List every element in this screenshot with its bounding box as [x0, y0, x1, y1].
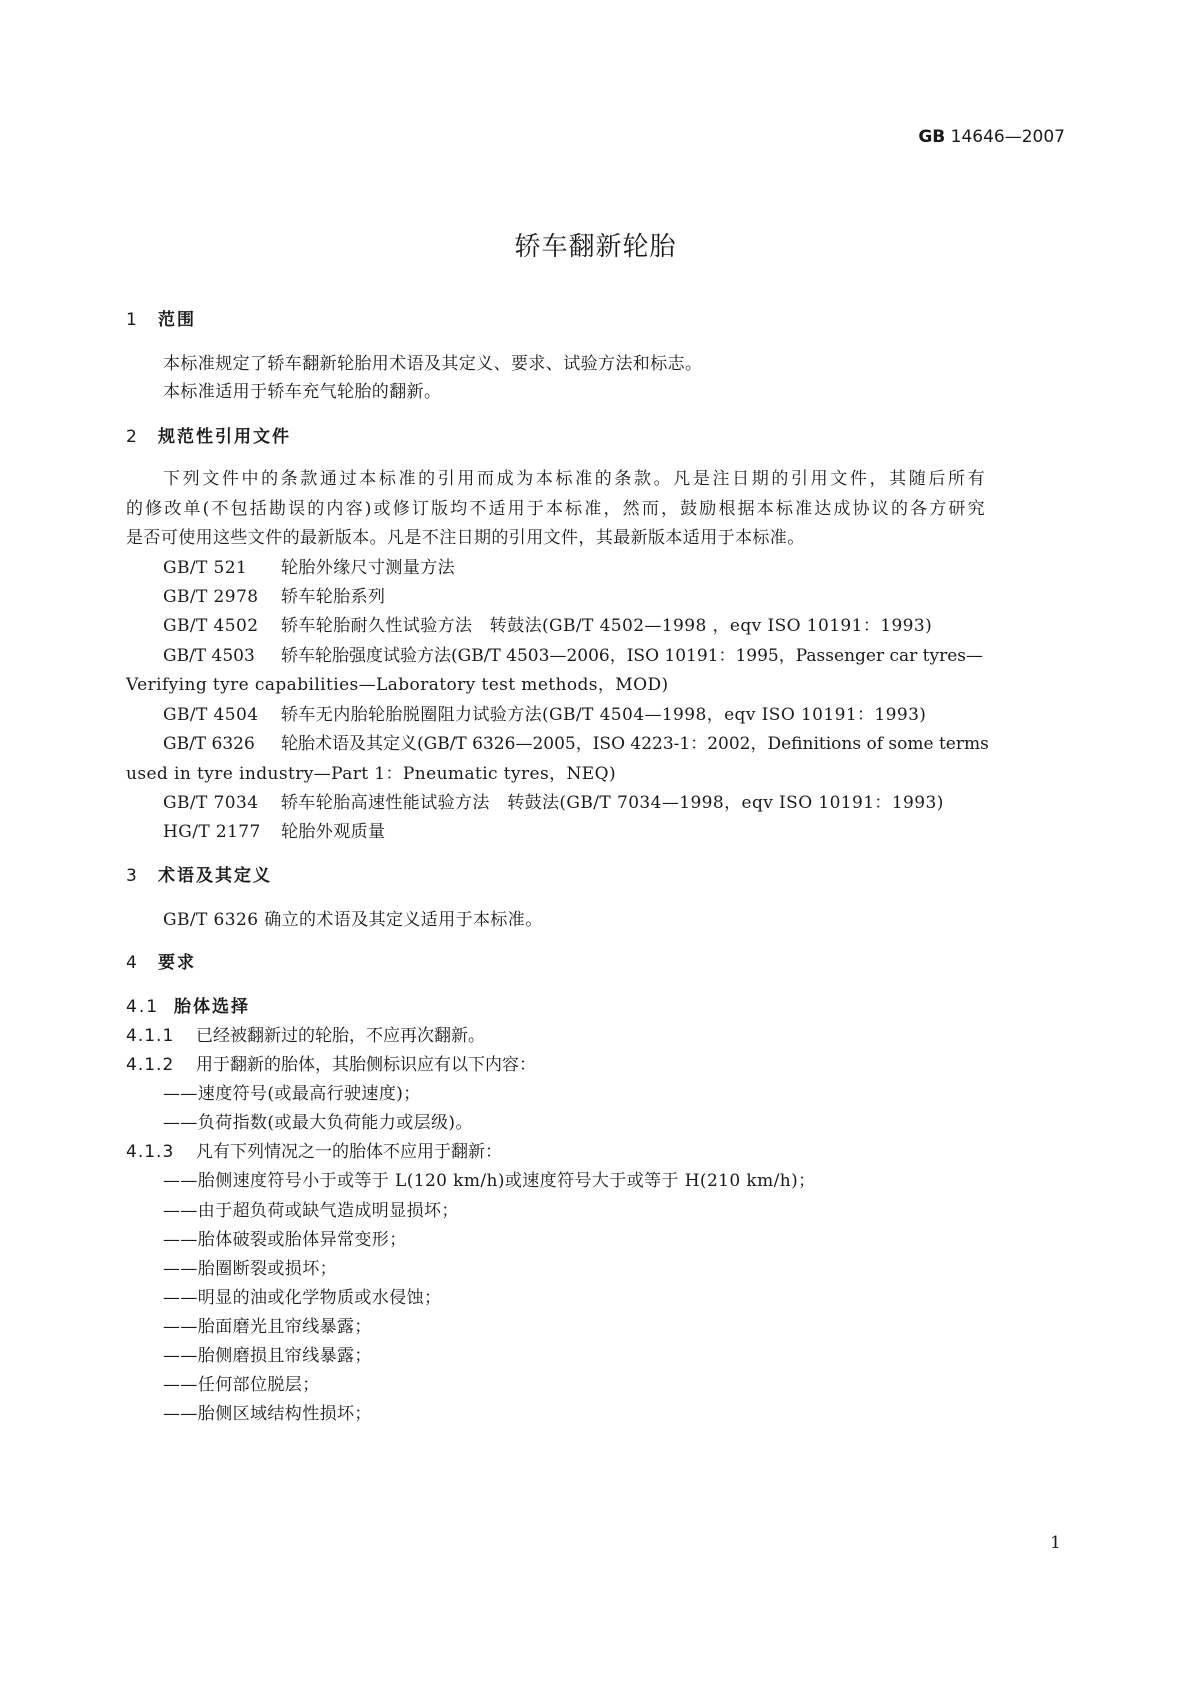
reference-item: [163, 582, 385, 607]
section-number: 3: [126, 866, 139, 886]
clause-text: 已经被翻新过的轮胎，不应再次翻新。: [196, 1026, 485, 1046]
reference-item: [163, 641, 985, 666]
page-number: 1: [1050, 1533, 1061, 1553]
reference-code: HG/T 2177: [163, 822, 261, 842]
list-item: ——负荷指数(或最大负荷能力或层级)。: [163, 1113, 473, 1133]
paragraph: 本标准规定了轿车翻新轮胎用术语及其定义、要求、试验方法和标志。: [163, 354, 703, 374]
reference-item: [163, 788, 944, 813]
reference-text: 轿车轮胎系列: [281, 587, 386, 607]
clause-4-1-3: [126, 1137, 502, 1162]
reference-code: GB/T 2978: [163, 587, 259, 607]
reference-text: 轿车无内胎轮胎脱圈阻力试验方法(GB/T 4504—1998，eqv ISO 10191：1993): [281, 705, 927, 725]
reference-text: 轿车轮胎强度试验方法(GB/T 4503—2006，ISO 10191：1995，Passenger car tyres—: [281, 646, 984, 666]
clause-text: 凡有下列情况之一的胎体不应用于翻新：: [196, 1142, 502, 1162]
section-2-heading: [126, 422, 291, 447]
paragraph-line: 是否可使用这些文件的最新版本。凡是不注日期的引用文件，其最新版本适用于本标准。: [126, 528, 805, 548]
reference-code: GB/T 4504: [163, 705, 259, 725]
section-title: 术语及其定义: [158, 866, 272, 886]
list-item: ——胎侧区域结构性损坏；: [163, 1404, 372, 1424]
section-title: 范围: [158, 310, 196, 330]
clause-number: 4.1.1: [126, 1026, 175, 1046]
reference-text: 轿车轮胎高速性能试验方法 转鼓法(GB/T 7034—1998，eqv ISO 10191：1993): [281, 793, 944, 813]
list-item: ——明显的油或化学物质或水侵蚀；: [163, 1288, 442, 1308]
section-4-heading: [126, 948, 196, 973]
section-1-heading: [126, 305, 196, 330]
list-item: ——胎侧磨损且帘线暴露；: [163, 1346, 372, 1366]
clause-4-1-2: [126, 1050, 536, 1075]
subsection-title: 胎体选择: [174, 997, 250, 1017]
reference-continuation: used in tyre industry—Part 1：Pneumatic tyres，NEQ): [126, 764, 616, 784]
clause-4-1-1: [126, 1021, 485, 1046]
reference-code: GB/T 4503: [163, 646, 255, 666]
paragraph-line: 的修改单(不包括勘误的内容)或修订版均不适用于本标准，然而，鼓励根据本标准达成协议的各方研究: [126, 499, 985, 519]
reference-item: [163, 611, 932, 636]
reference-text: 轮胎术语及其定义(GB/T 6326—2005，ISO 4223-1：2002，Definitions of some terms: [281, 734, 989, 754]
reference-text: 轮胎外缘尺寸测量方法: [281, 558, 455, 578]
standard-code-number: 14646—2007: [950, 127, 1065, 147]
clause-text: 用于翻新的胎体，其胎侧标识应有以下内容：: [196, 1055, 536, 1075]
paragraph: 本标准适用于轿车充气轮胎的翻新。: [163, 382, 442, 402]
list-item: ——胎面磨光且帘线暴露；: [163, 1317, 372, 1337]
list-item: ——任何部位脱层；: [163, 1375, 320, 1395]
list-item: ——速度符号(或最高行驶速度)；: [163, 1084, 421, 1104]
reference-code: GB/T 6326: [163, 734, 255, 754]
clause-number: 4.1.2: [126, 1055, 175, 1075]
section-number: 1: [126, 310, 139, 330]
section-3-heading: [126, 861, 272, 886]
section-number: 4: [126, 953, 139, 973]
section-title: 要求: [158, 953, 196, 973]
subsection-4-1-heading: [126, 992, 250, 1017]
reference-code: GB/T 521: [163, 558, 248, 578]
list-item: ——胎圈断裂或损坏；: [163, 1259, 337, 1279]
reference-code: GB/T 4502: [163, 616, 259, 636]
reference-text: 轿车轮胎耐久性试验方法 转鼓法(GB/T 4502—1998 ，eqv ISO 10191：1993): [281, 616, 933, 636]
list-item: ——胎侧速度符号小于或等于 L(120 km/h)或速度符号大于或等于 H(210 km/h)；: [163, 1171, 816, 1191]
clause-number: 4.1.3: [126, 1142, 175, 1162]
section-title: 规范性引用文件: [158, 427, 291, 447]
list-item: ——胎体破裂或胎体异常变形；: [163, 1230, 407, 1250]
standard-code-prefix: GB: [918, 127, 946, 147]
standard-code: [918, 127, 1065, 147]
reference-item: [163, 729, 989, 754]
list-item: ——由于超负荷或缺气造成明显损坏；: [163, 1201, 459, 1221]
reference-item: [163, 817, 385, 842]
paragraph-line: 下列文件中的条款通过本标准的引用而成为本标准的条款。凡是注日期的引用文件，其随后所有: [163, 469, 985, 489]
section-number: 2: [126, 427, 139, 447]
subsection-number: 4.1: [126, 997, 160, 1017]
reference-code: GB/T 7034: [163, 793, 259, 813]
reference-continuation: Verifying tyre capabilities—Laboratory test methods，MOD): [126, 675, 669, 695]
document-title: 轿车翻新轮胎: [514, 232, 677, 262]
reference-text: 轮胎外观质量: [281, 822, 386, 842]
reference-item: [163, 553, 455, 578]
paragraph: GB/T 6326 确立的术语及其定义适用于本标准。: [163, 910, 543, 930]
reference-item: [163, 700, 926, 725]
